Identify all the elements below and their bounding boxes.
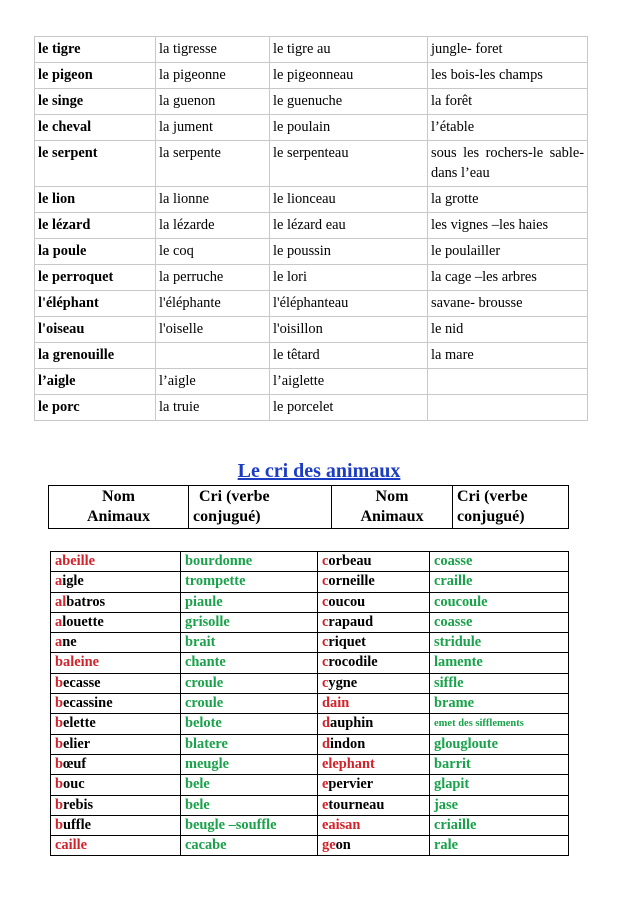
cry-row xyxy=(51,612,569,632)
animal-female: la tigresse xyxy=(156,37,270,63)
animal-male: le lézard xyxy=(35,213,156,239)
animal-male: le pigeon xyxy=(35,63,156,89)
animal-row xyxy=(35,213,588,239)
cry-animal-left xyxy=(51,694,181,714)
animal-young: le lori xyxy=(270,265,428,291)
animal-young: l'éléphanteau xyxy=(270,291,428,317)
cry-row xyxy=(51,734,569,754)
cry-animal-right xyxy=(318,836,430,856)
cry-verb-right: coucoule xyxy=(430,592,569,612)
animal-habitat: les vignes –les haies xyxy=(428,213,588,239)
animal-rest: igle xyxy=(62,573,84,590)
animal-row xyxy=(35,291,588,317)
animal-initial: al xyxy=(55,593,67,610)
cries-table-body xyxy=(51,552,569,856)
animal-young: le guenuche xyxy=(270,89,428,115)
animal-initial: abeille xyxy=(55,553,95,569)
animals-table xyxy=(34,36,588,421)
cry-verb-left: croule xyxy=(181,694,318,714)
animal-rest: ouc xyxy=(63,776,85,793)
cry-animal-right xyxy=(318,572,430,592)
cry-verb-right: glapit xyxy=(430,775,569,795)
animal-male: le perroquet xyxy=(35,265,156,291)
animal-rest: indon xyxy=(330,735,366,752)
cry-row xyxy=(51,592,569,612)
animal-initial: b xyxy=(55,695,64,712)
cry-verb-right: brame xyxy=(430,694,569,714)
animal-young: le porcelet xyxy=(270,395,428,421)
animal-initial: a xyxy=(55,634,63,651)
cry-animal-right xyxy=(318,673,430,693)
cry-verb-right: jase xyxy=(430,795,569,815)
animal-habitat: le poulailler xyxy=(428,239,588,265)
animal-initial: d xyxy=(322,715,331,732)
animal-rest: tourneau xyxy=(328,796,385,813)
animal-rest: orneille xyxy=(328,573,375,590)
animal-female: la lionne xyxy=(156,187,270,213)
animal-female: la guenon xyxy=(156,89,270,115)
animal-rest: rocodile xyxy=(328,654,378,671)
animal-male: le tigre xyxy=(35,37,156,63)
animal-female: l'éléphante xyxy=(156,291,270,317)
cry-row xyxy=(51,795,569,815)
cry-animal-right xyxy=(318,775,430,795)
animal-rest: batros xyxy=(66,593,106,610)
cry-animal-right xyxy=(318,754,430,774)
animal-rest: pervier xyxy=(328,776,374,793)
header-line: Cri (verbe xyxy=(199,488,270,505)
animal-rest: elette xyxy=(63,715,96,732)
animal-initial: e xyxy=(322,796,329,813)
cry-row xyxy=(51,552,569,572)
animal-initial: ge xyxy=(322,837,336,854)
cry-animal-left xyxy=(51,572,181,592)
animal-young: le lionceau xyxy=(270,187,428,213)
animal-initial: b xyxy=(55,755,64,772)
cry-row xyxy=(51,673,569,693)
cry-animal-left xyxy=(51,673,181,693)
animal-rest: elier xyxy=(63,735,91,752)
cry-verb-left: bele xyxy=(181,795,318,815)
cry-verb-left: croule xyxy=(181,673,318,693)
animal-male: l’aigle xyxy=(35,369,156,395)
cry-verb-right: glougloute xyxy=(430,734,569,754)
animal-female: la perruche xyxy=(156,265,270,291)
animal-initial: d xyxy=(322,735,331,752)
header-line: Nom xyxy=(102,488,135,505)
cry-verb-left: piaule xyxy=(181,592,318,612)
animal-rest: auphin xyxy=(330,715,374,732)
animal-initial: b xyxy=(55,816,64,833)
animal-habitat xyxy=(428,395,588,421)
cry-animal-left xyxy=(51,754,181,774)
animal-rest: ygne xyxy=(328,674,358,691)
header-line: Cri (verbe xyxy=(457,488,528,505)
cry-verb-left: brait xyxy=(181,633,318,653)
animal-male: la grenouille xyxy=(35,343,156,369)
cry-verb-left: grisolle xyxy=(181,612,318,632)
header-line: conjugué) xyxy=(193,508,261,525)
cry-animal-right xyxy=(318,694,430,714)
cry-animal-left xyxy=(51,592,181,612)
cry-animal-right xyxy=(318,633,430,653)
cry-row xyxy=(51,815,569,835)
animal-row xyxy=(35,63,588,89)
cry-row xyxy=(51,572,569,592)
cry-verb-right: lamente xyxy=(430,653,569,673)
header-cri-2 xyxy=(453,486,569,529)
cry-animal-right xyxy=(318,795,430,815)
cry-verb-left: cacabe xyxy=(181,836,318,856)
animal-male: le lion xyxy=(35,187,156,213)
animal-male: l'éléphant xyxy=(35,291,156,317)
animal-habitat: l’étable xyxy=(428,115,588,141)
animal-habitat: sous les rochers-le sable-dans l’eau xyxy=(428,141,588,187)
animals-table-body xyxy=(35,37,588,421)
cry-row xyxy=(51,653,569,673)
cry-animal-left xyxy=(51,815,181,835)
animal-initial: c xyxy=(322,634,329,651)
animal-row xyxy=(35,89,588,115)
animal-male: le cheval xyxy=(35,115,156,141)
cry-row xyxy=(51,775,569,795)
header-cri-1 xyxy=(189,486,332,529)
animal-young: le tigre au xyxy=(270,37,428,63)
animal-row xyxy=(35,317,588,343)
animal-habitat: la cage –les arbres xyxy=(428,265,588,291)
cry-verb-right: coasse xyxy=(430,552,569,572)
animal-female: l'oiselle xyxy=(156,317,270,343)
cry-animal-right xyxy=(318,552,430,572)
animal-rest: on xyxy=(335,837,351,854)
animal-female: la lézarde xyxy=(156,213,270,239)
cry-verb-right: stridule xyxy=(430,633,569,653)
cry-verb-right: siffle xyxy=(430,673,569,693)
animal-female: l’aigle xyxy=(156,369,270,395)
cry-animal-left xyxy=(51,734,181,754)
cry-verb-right: criaille xyxy=(430,815,569,835)
animal-initial: baleine xyxy=(55,654,99,671)
animal-rest: rapaud xyxy=(328,613,374,630)
animal-rest: ecassine xyxy=(63,695,113,712)
animal-rest: riquet xyxy=(328,634,366,651)
cry-animal-right xyxy=(318,734,430,754)
animal-row xyxy=(35,343,588,369)
animal-initial: b xyxy=(55,735,64,752)
animal-initial: b xyxy=(55,776,64,793)
animal-initial: dain xyxy=(322,695,350,712)
cry-animal-left xyxy=(51,836,181,856)
animal-row xyxy=(35,115,588,141)
animal-rest: œuf xyxy=(63,755,87,772)
animal-row xyxy=(35,369,588,395)
animal-initial: b xyxy=(55,796,64,813)
cry-verb-right: rale xyxy=(430,836,569,856)
cry-animal-left xyxy=(51,775,181,795)
cry-row xyxy=(51,754,569,774)
animal-initial: caille xyxy=(55,837,87,854)
animal-rest: uffle xyxy=(63,816,91,833)
animal-row xyxy=(35,141,588,187)
animal-initial: b xyxy=(55,674,64,691)
cries-table xyxy=(50,551,569,856)
cry-verb-left: belote xyxy=(181,714,318,734)
animal-young: le têtard xyxy=(270,343,428,369)
animal-row xyxy=(35,265,588,291)
cry-verb-left: chante xyxy=(181,653,318,673)
header-line: Animaux xyxy=(86,508,151,525)
cry-verb-right: craille xyxy=(430,572,569,592)
animal-male: l'oiseau xyxy=(35,317,156,343)
cry-verb-right: barrit xyxy=(430,754,569,774)
animal-initial: elephant xyxy=(322,755,375,772)
animal-initial: c xyxy=(322,593,329,610)
header-nom-animaux-1 xyxy=(49,486,189,529)
animal-initial: e xyxy=(322,776,329,793)
cry-row xyxy=(51,836,569,856)
section-title: Le cri des animaux xyxy=(237,460,401,482)
animal-male: le porc xyxy=(35,395,156,421)
animal-row xyxy=(35,37,588,63)
animal-young: l’aiglette xyxy=(270,369,428,395)
cry-animal-left xyxy=(51,795,181,815)
cry-verb-right: coasse xyxy=(430,612,569,632)
cry-animal-left xyxy=(51,653,181,673)
cry-animal-left xyxy=(51,714,181,734)
header-line: Animaux xyxy=(360,508,424,525)
animal-rest: louette xyxy=(62,613,104,630)
animal-habitat: la forêt xyxy=(428,89,588,115)
cry-verb-left: beugle –souffle xyxy=(181,815,318,835)
animal-initial: c xyxy=(322,654,329,671)
cry-row xyxy=(51,633,569,653)
animal-rest: rebis xyxy=(63,796,94,813)
animal-habitat: la grotte xyxy=(428,187,588,213)
animal-rest: oucou xyxy=(328,593,366,610)
animal-male: le serpent xyxy=(35,141,156,187)
animal-female xyxy=(156,343,270,369)
animal-initial: c xyxy=(322,553,329,569)
cry-animal-left xyxy=(51,552,181,572)
animal-habitat xyxy=(428,369,588,395)
animal-initial: a xyxy=(55,613,63,630)
animal-habitat: jungle- foret xyxy=(428,37,588,63)
animal-habitat: le nid xyxy=(428,317,588,343)
cry-row xyxy=(51,714,569,734)
animal-young: le serpenteau xyxy=(270,141,428,187)
animal-initial: c xyxy=(322,613,329,630)
animal-young: le poulain xyxy=(270,115,428,141)
animal-habitat: savane- brousse xyxy=(428,291,588,317)
animal-male: la poule xyxy=(35,239,156,265)
animal-rest: orbeau xyxy=(328,553,372,569)
cry-animal-right xyxy=(318,592,430,612)
cry-verb-left: meugle xyxy=(181,754,318,774)
animal-row xyxy=(35,395,588,421)
animal-initial: a xyxy=(55,573,63,590)
animal-rest: ecasse xyxy=(63,674,101,691)
header-line: Nom xyxy=(375,488,409,505)
cry-animal-right xyxy=(318,815,430,835)
cry-verb-left: bourdonne xyxy=(181,552,318,572)
animal-habitat: les bois-les champs xyxy=(428,63,588,89)
animal-young: l'oisillon xyxy=(270,317,428,343)
animal-initial: c xyxy=(322,674,329,691)
animal-habitat: la mare xyxy=(428,343,588,369)
cry-animal-left xyxy=(51,612,181,632)
animal-male: le singe xyxy=(35,89,156,115)
animal-initial: c xyxy=(322,573,329,590)
animal-young: le pigeonneau xyxy=(270,63,428,89)
cry-verb-right: emet des sifflements xyxy=(430,714,569,734)
cries-header-table xyxy=(48,485,569,529)
cry-verb-left: trompette xyxy=(181,572,318,592)
cry-animal-right xyxy=(318,612,430,632)
animal-female: le coq xyxy=(156,239,270,265)
animal-female: la jument xyxy=(156,115,270,141)
header-line: conjugué) xyxy=(457,508,525,525)
animal-female: la truie xyxy=(156,395,270,421)
animal-row xyxy=(35,187,588,213)
cry-animal-right xyxy=(318,653,430,673)
cry-animal-left xyxy=(51,633,181,653)
animal-rest: ne xyxy=(62,634,77,651)
animal-initial: b xyxy=(55,715,64,732)
animal-young: le lézard eau xyxy=(270,213,428,239)
cry-verb-left: blatere xyxy=(181,734,318,754)
cry-row xyxy=(51,694,569,714)
animal-initial: eaisan xyxy=(322,816,361,833)
cry-animal-right xyxy=(318,714,430,734)
header-nom-animaux-2 xyxy=(332,486,453,529)
animal-female: la serpente xyxy=(156,141,270,187)
animal-female: la pigeonne xyxy=(156,63,270,89)
animal-young: le poussin xyxy=(270,239,428,265)
animal-row xyxy=(35,239,588,265)
cry-verb-left: bele xyxy=(181,775,318,795)
